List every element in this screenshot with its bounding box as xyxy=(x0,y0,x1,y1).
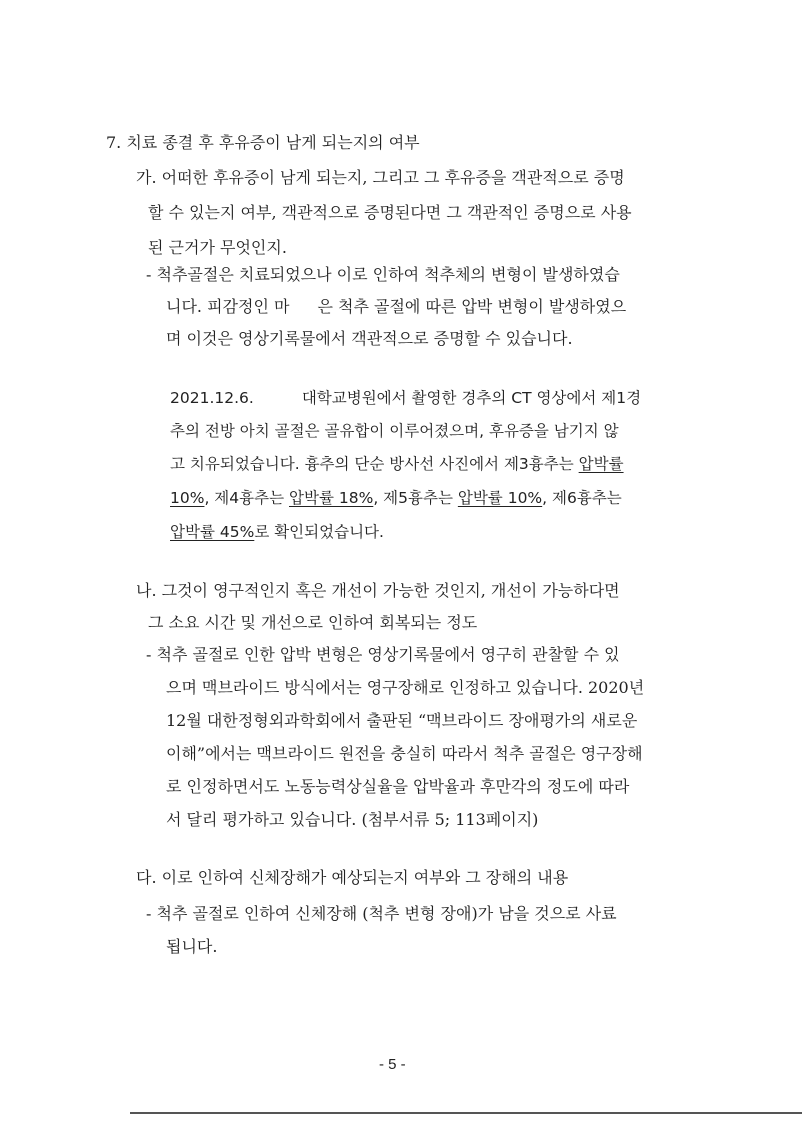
item-na-answer-line6: 서 달리 평가하고 있습니다. (첨부서류 5; 113페이지) xyxy=(166,810,539,829)
detail-line1-text: 대학교병원에서 촬영한 경추의 CT 영상에서 제1경 xyxy=(301,389,642,407)
item-na-title-line2: 그 소요 시간 및 개선으로 인하여 회복되는 정도 xyxy=(148,613,478,632)
item-na-answer-line4: 이해”에서는 맥브라이드 원전을 충실히 따라서 척추 골절은 영구장해 xyxy=(166,744,643,763)
detail-line5-u: 압박률 45% xyxy=(170,523,255,541)
detail-line4-a: , 제4흉추는 xyxy=(204,489,289,507)
detail-line5-a: 로 확인되었습니다. xyxy=(254,523,384,541)
item-ga-title-line3: 된 근거가 무엇인지. xyxy=(148,238,287,257)
item-ga-answer-line3: 며 이것은 영상기록물에서 객관적으로 증명할 수 있습니다. xyxy=(166,329,573,348)
item-da-answer-line2: 됩니다. xyxy=(166,937,218,956)
item-na-title-line1: 나. 그것이 영구적인지 혹은 개선이 가능한 것인지, 개선이 가능하다면 xyxy=(136,581,620,600)
detail-date: 2021.12.6. xyxy=(170,389,254,407)
item-na-answer-line2: 으며 맥브라이드 방식에서는 영구장해로 인정하고 있습니다. 2020년 xyxy=(166,678,645,697)
detail-line4-b: , 제5흉추는 xyxy=(373,489,458,507)
detail-line4-c: , 제6흉추는 xyxy=(542,489,622,507)
item-na-answer-line3: 12월 대한정형외과학회에서 출판된 “맥브라이드 장애평가의 새로운 xyxy=(166,711,638,730)
item-na-answer-line1: - 척추 골절로 인한 압박 변형은 영상기록물에서 영구히 관찰할 수 있 xyxy=(146,645,620,664)
item-na-answer-line5: 로 인정하면서도 노동능력상실율을 압박율과 후만각의 정도에 따라 xyxy=(166,777,630,796)
detail-line3 xyxy=(170,447,624,482)
detail-line5 xyxy=(170,515,384,550)
item-ga-answer-line1: - 척추골절은 치료되었으나 이로 인하여 척추체의 변형이 발생하였습 xyxy=(146,265,620,284)
item-ga-answer-line2a: 니다. 피감정인 마 xyxy=(166,297,290,316)
item-da-answer-line1: - 척추 골절로 인하여 신체장해 (척추 변형 장애)가 남을 것으로 사료 xyxy=(146,904,617,923)
detail-line4-u2: 압박률 18% xyxy=(289,489,374,507)
detail-line3-text: 고 치유되었습니다. 흉추의 단순 방사선 사진에서 제3흉추는 xyxy=(170,455,579,473)
scan-edge-line xyxy=(130,1112,802,1114)
detail-line3-underlined: 압박률 xyxy=(578,455,624,473)
detail-line4-u1: 10% xyxy=(170,489,205,507)
item-ga-answer-line2 xyxy=(166,289,626,324)
detail-line4 xyxy=(170,481,622,516)
page-number: - 5 - xyxy=(379,1056,406,1073)
detail-line2: 추의 전방 아치 골절은 골유합이 이루어졌으며, 후유증을 남기지 않 xyxy=(170,422,619,440)
detail-line4-u3: 압박률 10% xyxy=(457,489,543,507)
item-da-title-line1: 다. 이로 인하여 신체장해가 예상되는지 여부와 그 장해의 내용 xyxy=(136,868,569,887)
item-ga-title-line2: 할 수 있는지 여부, 객관적으로 증명된다면 그 객관적인 증명으로 사용 xyxy=(148,203,632,222)
detail-line1 xyxy=(170,381,641,416)
item-ga-title-line1: 가. 어떠한 후유증이 남게 되는지, 그리고 그 후유증을 객관적으로 증명 xyxy=(136,168,625,187)
item-ga-answer-line2b: 은 척추 골절에 따른 압박 변형이 발생하였으 xyxy=(317,297,627,316)
section-7-heading: 7. 치료 종결 후 후유증이 남게 되는지의 여부 xyxy=(106,133,420,152)
